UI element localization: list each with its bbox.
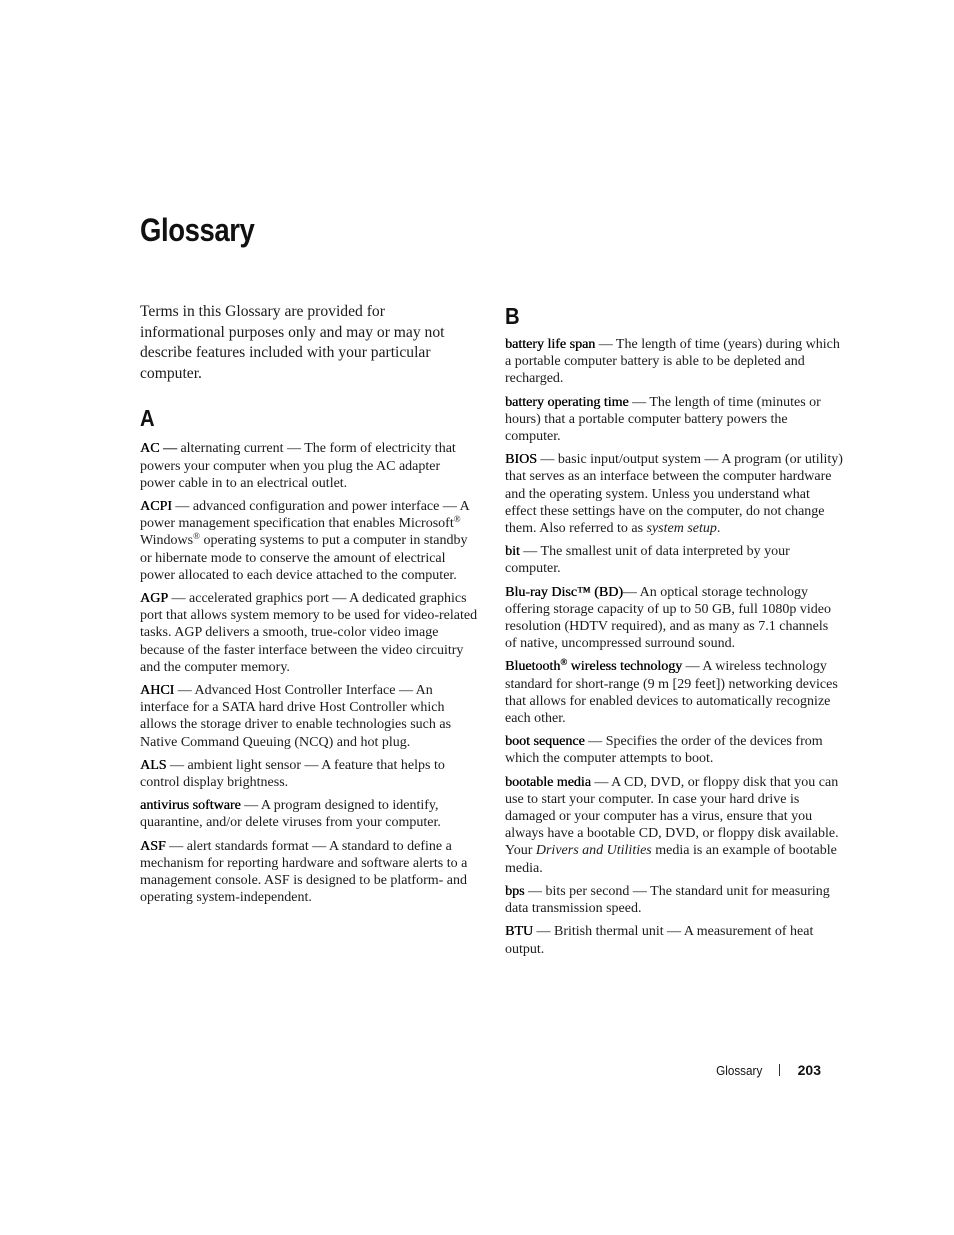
entry-term: bps xyxy=(505,883,525,899)
entry-term: bit xyxy=(505,544,520,560)
footer-divider xyxy=(779,1064,780,1076)
section-heading-b: B xyxy=(505,303,520,329)
entry-term: boot sequence xyxy=(505,734,585,750)
entry-term: BIOS xyxy=(505,452,537,468)
glossary-entry-als xyxy=(140,757,478,791)
entry-term: Blu-ray Disc™ (BD) xyxy=(505,584,623,600)
entry-term: ALS xyxy=(140,757,167,773)
entry-term: ACPI xyxy=(140,498,172,514)
right-column xyxy=(505,302,843,964)
glossary-entry-ahci xyxy=(140,682,478,751)
entry-term: BTU xyxy=(505,924,533,940)
glossary-entry-ac xyxy=(140,440,478,492)
glossary-entry-bluetooth xyxy=(505,658,843,727)
entry-term: AHCI xyxy=(140,683,175,699)
entry-definition: — ambient light sensor — A feature that helps to control display brightness. xyxy=(140,757,445,791)
entry-definition: — basic input/output system — A program (or utility) that serves as an interface between the computer hardware and the operating system. Unless you understand what effect these settings have on the computer, do not change them. Also referred to as xyxy=(505,452,843,537)
entry-definition: — A CD, DVD, or floppy disk that you can use to start your computer. In case your hard drive is damaged or your computer has a virus, ensure that you always have a bootable CD, DVD, or floppy disk available. Your xyxy=(505,774,839,859)
entry-definition: — accelerated graphics port — A dedicated graphics port that allows system memory to be used for video-related tasks. AGP delivers a smooth, true-color video image because of the faster interface between the video circuitry and the computer memory. xyxy=(140,591,478,675)
entry-term: battery operating time xyxy=(505,394,629,410)
entry-term: antivirus software xyxy=(140,798,241,814)
entry-term: ASF xyxy=(140,838,166,854)
section-heading-a: A xyxy=(140,405,155,432)
glossary-entry-bit xyxy=(505,543,843,577)
entry-definition: — The length of time (years) during which a portable computer battery is able to be depleted and recharged. xyxy=(505,337,840,387)
entry-definition: alternating current — The form of electricity that powers your computer when you plug the AC adapter power cable in to an electrical outlet. xyxy=(140,441,456,491)
page-title: Glossary xyxy=(140,212,255,248)
glossary-entry-boot-sequence xyxy=(505,733,843,767)
entry-emphasis: system setup xyxy=(646,521,717,537)
entry-definition: — A program designed to identify, quarantine, and/or delete viruses from your computer. xyxy=(140,798,441,831)
entry-definition-cont: Windows xyxy=(140,533,194,549)
entry-emphasis: Drivers and Utilities xyxy=(535,843,652,859)
glossary-entry-asf xyxy=(140,838,478,907)
glossary-entry-battery-operating-time xyxy=(505,394,843,446)
entry-definition: — bits per second — The standard unit for measuring data transmission speed. xyxy=(505,883,830,917)
glossary-entry-acpi xyxy=(140,498,478,584)
entry-term: bootable media xyxy=(505,774,591,790)
glossary-entry-antivirus-software xyxy=(140,797,478,831)
entry-term: AC — xyxy=(140,441,177,457)
page-footer xyxy=(711,1062,821,1078)
entry-term: Bluetooth xyxy=(505,659,561,675)
entry-definition: — alert standards format — A standard to define a mechanism for reporting hardware and software alerts to a management console. ASF is designed to be platform- and operating system-independent. xyxy=(140,838,468,906)
footer-section-label: Glossary xyxy=(716,1062,763,1078)
entry-definition: — British thermal unit — A measurement of heat output. xyxy=(505,924,814,957)
entry-term-cont: wireless technology xyxy=(567,659,683,675)
glossary-entry-battery-life-span xyxy=(505,336,843,388)
entry-term: AGP xyxy=(140,591,169,606)
entry-term: battery life span xyxy=(505,337,596,352)
registered-mark: ® xyxy=(193,531,200,542)
glossary-entry-agp xyxy=(140,590,478,676)
registered-mark: ® xyxy=(560,657,568,668)
entry-definition: — The smallest unit of data interpreted by your computer. xyxy=(505,544,790,577)
registered-mark: ® xyxy=(453,514,461,525)
entry-definition: — The length of time (minutes or hours) that a portable computer battery powers the computer. xyxy=(505,394,821,445)
glossary-entry-blu-ray-disc xyxy=(505,584,843,653)
glossary-entry-bootable-media xyxy=(505,774,843,877)
glossary-entry-bios xyxy=(505,451,843,537)
entry-definition: — An optical storage technology offering storage capacity of up to 50 GB, full 1080p video resolution (HDTV required), and as many as 7.1 channels of native, uncompressed surround sound. xyxy=(505,584,831,652)
glossary-entry-btu xyxy=(505,923,843,957)
page-number: 203 xyxy=(797,1062,821,1078)
entry-definition: — advanced configuration and power interface — A power management specification that enables Microsoft xyxy=(140,498,469,532)
entry-definition: — Advanced Host Controller Interface — An interface for a SATA hard drive Host Controller which allows the storage driver to enable technologies such as Native Command Queuing (NCQ) and hot plug. xyxy=(140,683,452,750)
entry-definition: — A wireless technology standard for short-range (9 m [29 feet]) networking devices that allows for enabled devices to automatically recognize each other. xyxy=(505,659,838,727)
left-column xyxy=(140,302,478,912)
glossary-entry-bps xyxy=(505,883,843,917)
entry-definition-cont: . xyxy=(716,521,721,537)
entry-definition: — Specifies the order of the devices from which the computer attempts to boot. xyxy=(505,734,823,767)
intro-paragraph: Terms in this Glossary are provided for informational purposes only and may or may not describe features included with your particular computer. xyxy=(140,303,445,382)
entry-definition-cont: operating systems to put a computer in standby or hibernate mode to conserve the amount of electrical power allocated to each device attached to the computer. xyxy=(140,533,468,583)
entry-definition-cont: media is an example of bootable media. xyxy=(505,843,837,876)
